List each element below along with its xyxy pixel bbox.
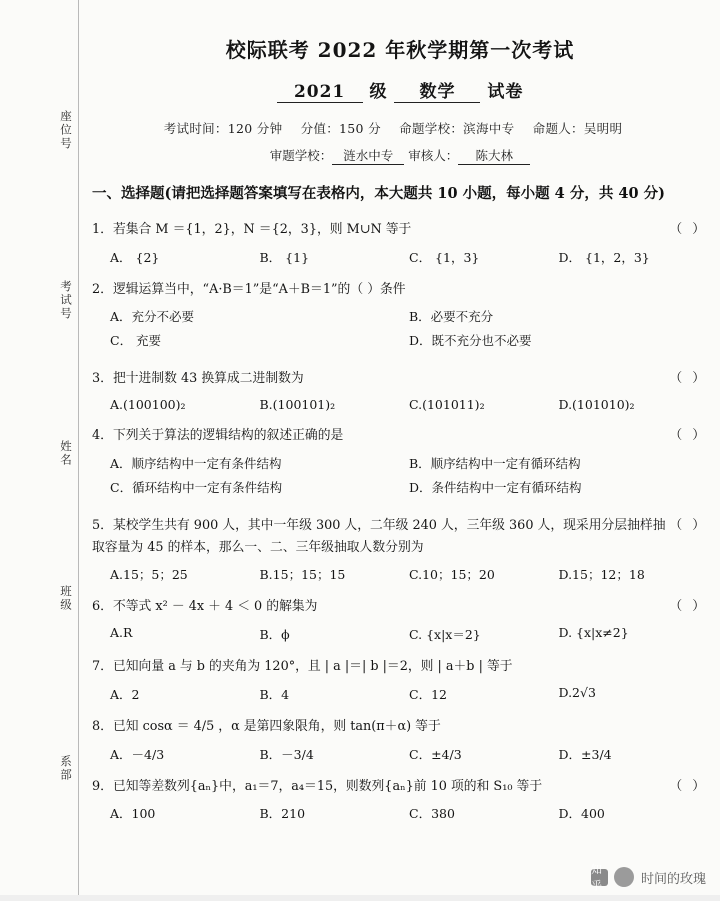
question-number: 4． — [92, 428, 113, 444]
question-item — [92, 219, 708, 241]
option-row — [92, 804, 708, 822]
option-row — [92, 397, 708, 412]
meta-total-score: 分值：150 分 — [300, 121, 381, 136]
option-b: B．ϕ — [259, 627, 290, 643]
reviewer-label: 审核人： — [408, 148, 459, 163]
option-a: A．－4/3 — [110, 746, 165, 762]
watermark-username: 时间的玫瑰 — [640, 870, 706, 886]
option-b: B.(100101)₂ — [259, 397, 336, 413]
question-item — [92, 716, 708, 738]
option-d: D. {x|x≠2} — [558, 625, 629, 641]
option-d: D． {1，2，3} — [558, 249, 650, 265]
option-a: A．100 — [110, 806, 156, 822]
question-number: 9． — [92, 778, 113, 794]
option-b: B．4 — [259, 686, 290, 702]
option-c: C. {x|x＝2} — [409, 627, 481, 643]
question-item — [92, 656, 708, 678]
question-item — [92, 279, 708, 301]
question-number: 6． — [92, 599, 113, 615]
question-stem: 已知 cosα ＝ 4/5 ，α 是第四象限角，则 tan(π＋α) 等于 — [112, 718, 441, 734]
answer-paren: （ ） — [669, 428, 708, 444]
watermark — [590, 864, 706, 892]
question-item — [92, 425, 708, 447]
option-b: B．必要不充分 — [409, 309, 494, 325]
sidebar-item-exam-number: 考试号 — [59, 280, 73, 321]
option-c: C．±4/3 — [409, 746, 462, 762]
question-stem: 逻辑运算当中，“A·B＝1”是“A＋B＝1”的（ ）条件 — [112, 281, 406, 297]
meta-line-2 — [92, 146, 708, 165]
option-d: D．±3/4 — [558, 746, 612, 762]
question-number: 8． — [92, 718, 113, 734]
answer-paren: （ ） — [669, 371, 708, 387]
sidebar-item-class: 班级 — [59, 585, 73, 612]
question-item — [92, 515, 708, 559]
sidebar-item-seat-number: 座位号 — [59, 110, 73, 151]
option-a: A．充分不必要 — [110, 309, 195, 325]
option-a: A.15；5；25 — [110, 567, 188, 583]
grade-blank-value: 2021 — [277, 82, 363, 103]
question-number: 5． — [92, 517, 113, 533]
option-c: C.10；15；20 — [409, 567, 495, 583]
option-row — [92, 454, 708, 502]
reviewer-school-value: 涟水中专 — [332, 146, 404, 165]
option-row — [92, 307, 708, 355]
reviewer-school-label: 审题学校： — [269, 148, 333, 163]
sidebar-item-name: 姓名 — [59, 440, 73, 467]
margin-rule-line — [78, 0, 79, 901]
question-stem: 某校学生共有 900 人，其中一年级 300 人，二年级 240 人，三年级 360 人，现采用分层抽样抽取容量为 45 的样本，那么一、二、三年级抽取人数分别为 — [92, 517, 666, 555]
option-row — [92, 625, 708, 643]
option-d: D．既不充分也不必要 — [409, 333, 532, 349]
question-number: 2． — [92, 281, 113, 297]
avatar — [614, 867, 634, 887]
meta-author: 命题人：吴明明 — [532, 121, 623, 136]
option-c: C．循环结构中一定有条件结构 — [110, 479, 283, 495]
option-b: B． {1} — [259, 249, 310, 265]
option-row — [92, 565, 708, 583]
paper-word: 试卷 — [487, 82, 524, 102]
option-a: A.(100100)₂ — [110, 397, 186, 413]
option-c: C． 充要 — [110, 333, 162, 349]
option-c: C． {1，3} — [409, 249, 480, 265]
option-d: D.(101010)₂ — [558, 397, 635, 413]
option-a: A．2 — [110, 686, 140, 702]
subject-blank-value: 数学 — [394, 77, 480, 103]
reviewer-value: 陈大林 — [458, 146, 530, 165]
option-c: C．12 — [409, 686, 447, 702]
question-number: 3． — [92, 371, 113, 387]
question-stem: 下列关于算法的逻辑结构的叙述正确的是 — [112, 428, 344, 444]
question-number: 1． — [92, 221, 113, 237]
meta-line-1 — [92, 119, 708, 137]
question-item — [92, 596, 708, 618]
answer-paren: （ ） — [669, 599, 708, 615]
option-b: B.15；15；15 — [259, 567, 346, 583]
option-b: B．顺序结构中一定有循环结构 — [409, 455, 581, 471]
answer-paren: （ ） — [669, 778, 708, 794]
option-c: C．380 — [409, 806, 455, 822]
question-stem: 把十进制数 43 换算成二进制数为 — [112, 371, 304, 387]
option-b: B．－3/4 — [259, 746, 314, 762]
question-item — [92, 776, 708, 798]
section-heading: 一、选择题(请把选择题答案填写在表格内，本大题共 10 小题，每小题 4 分，共 40 分) — [92, 185, 665, 202]
paper-subtitle — [92, 77, 708, 103]
meta-exam-duration: 考试时间：120 分钟 — [163, 121, 283, 136]
answer-paren: （ ） — [669, 517, 708, 533]
option-row — [92, 685, 708, 703]
question-item — [92, 368, 708, 390]
option-a: A． {2} — [110, 249, 160, 265]
option-row — [92, 248, 708, 266]
option-d: D．条件结构中一定有循环结构 — [409, 479, 582, 495]
option-d: D．400 — [558, 806, 605, 822]
question-stem: 不等式 x² － 4x ＋ 4 ＜ 0 的解集为 — [112, 599, 318, 615]
option-d: D.15；12；18 — [558, 567, 645, 583]
page-bottom-edge — [0, 895, 720, 901]
sidebar-item-department: 系部 — [59, 755, 73, 782]
grade-word: 级 — [369, 82, 388, 102]
answer-paren: （ ） — [669, 221, 708, 237]
option-c: C.(101011)₂ — [409, 397, 485, 413]
page-title: 校际联考 2022 年秋学期第一次考试 — [225, 38, 575, 62]
question-stem: 已知向量 a 与 b 的夹角为 120°，且 | a |＝| b |＝2，则 | a＋b | 等于 — [112, 659, 513, 675]
option-b: B．210 — [259, 806, 306, 822]
question-stem: 若集合 M ＝{1，2}，N ＝{2，3}，则 M∪N 等于 — [112, 221, 412, 237]
question-number: 7． — [92, 659, 113, 675]
exam-content — [92, 0, 708, 901]
option-a: A.R — [110, 625, 133, 641]
option-d: D.2√3 — [558, 684, 596, 700]
option-a: A．顺序结构中一定有条件结构 — [110, 455, 282, 471]
question-stem: 已知等差数列{aₙ}中，a₁＝7，a₄＝15，则数列{aₙ}前 10 项的和 S₁₀ 等于 — [112, 778, 543, 794]
zhihu-logo-icon: 知乎 — [591, 869, 608, 886]
option-row — [92, 745, 708, 763]
answer-sheet-sidebar — [0, 0, 78, 901]
meta-author-school: 命题学校：滨海中专 — [399, 121, 515, 136]
